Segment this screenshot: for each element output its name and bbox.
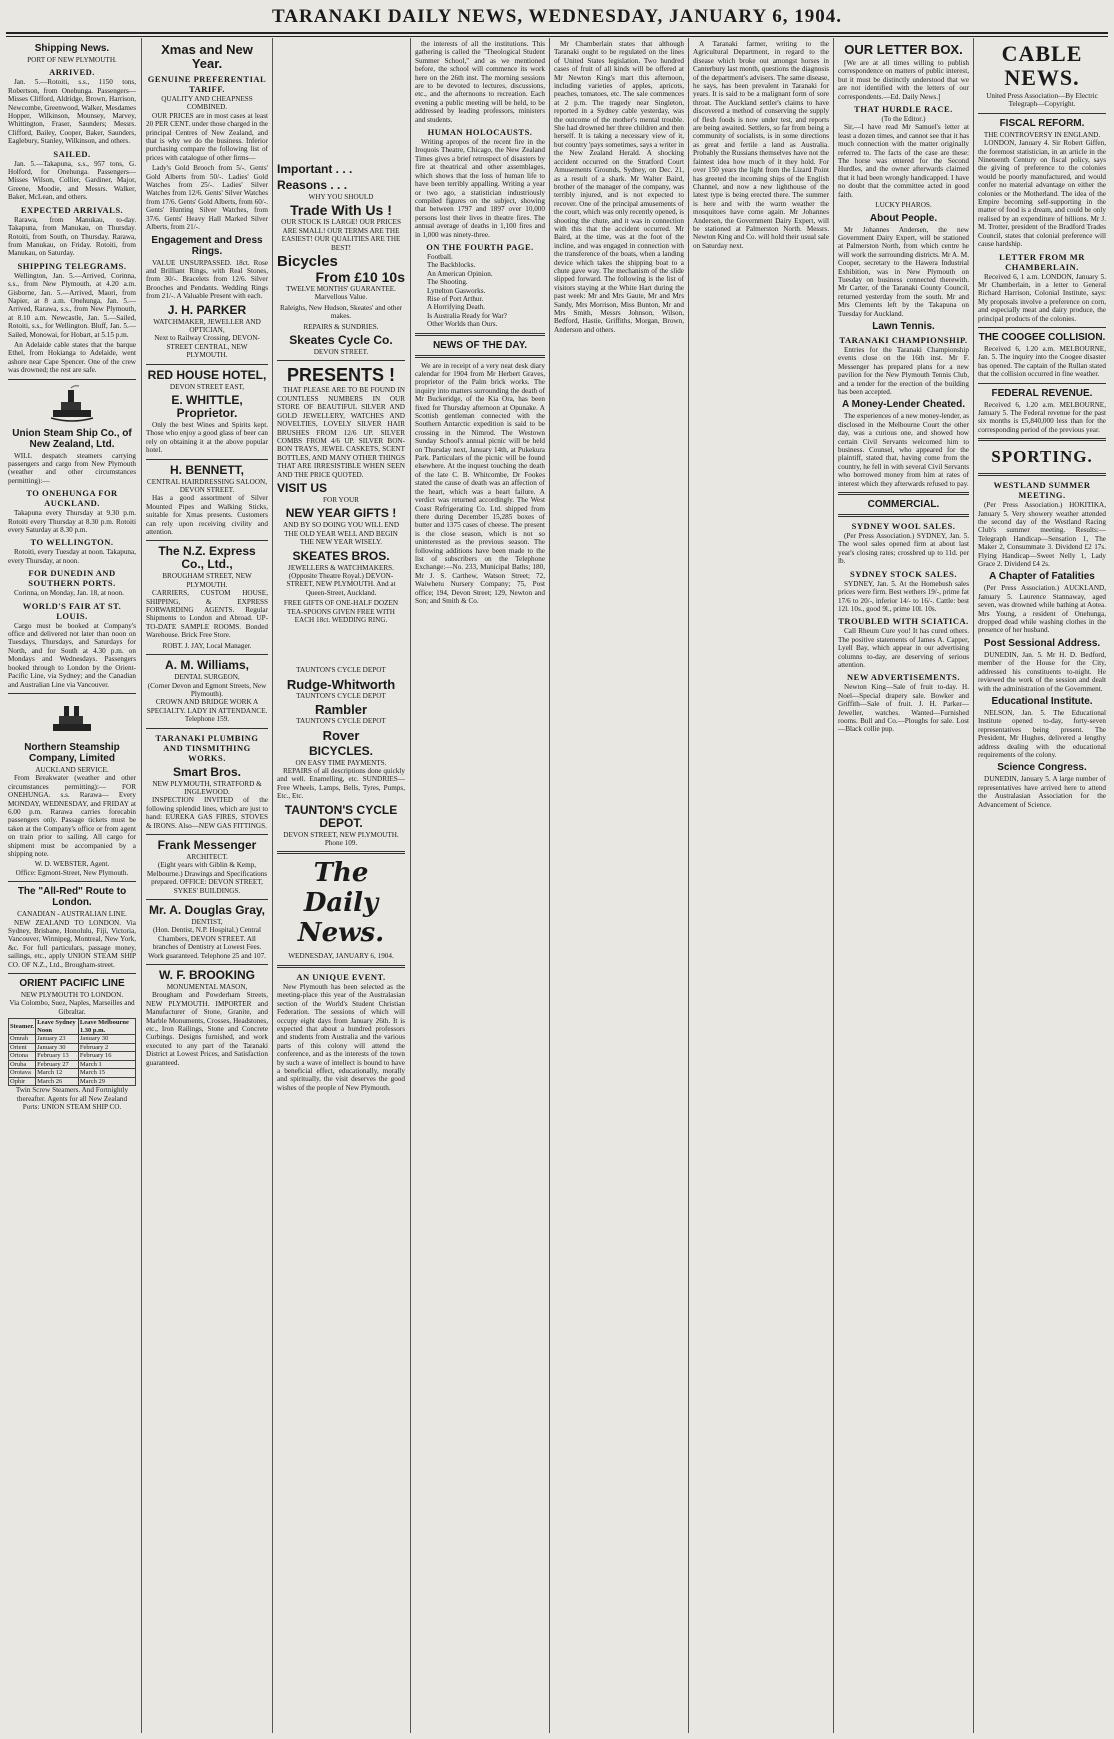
article-text: Received 6, 1.20 a.m. MELBOURNE, Jan. 5. The inquiry into the Coogee disaster has opened. The captain of the Rullan stated that the collision occurred in fine weather.	[978, 344, 1106, 379]
ad-text: Has a good assortment of Silver Mounted Pipes and Walking Sticks, suitable for Xmas presents. Customers can rely upon receiving civility and attention.	[146, 494, 268, 537]
table-cell: February 27	[36, 1060, 79, 1069]
article-text: We are in receipt of a very neat desk diary calendar for 1904 from Mr Herbert Graves, proprietor of the Palm brick works. The inquiry into matters surrounding the death of Mr Buckeridge, of the Kia Ora, has been fixed for Thursday afternoon at Opunake. A Scottish gentleman connected with the Southern Antarctic expedition is said to be crossing in the Nimrod. The Westown Sunday School's annual picnic will be held on Thursday next, January 14th, at Pukekura Park. Particulars of the picnic will be found elsewhere. At the inquest touching the death of the late C. B. Whitcombe, Dr Fookes stated the cause of death was an affection of the heart, which was a heart failure. A verdict was returned accordingly. The West Coast Refrigerating Co. Ltd. shipped from there during December 15,285 boxes of butter and 1375 cases of cheese. The present is the close season, which is not so uninterested as the previous season. The following additions have been made to the list of subscribers on the Telephone Exchange:—No. 233, Municipal Baths; 180, Mr J. S. Carthew, Watson Street; 72, Waiwhetu Nursery Company; 75, Post office; 194, Devon Street; 129, Newton and Son; and Smith & Co.	[415, 361, 545, 605]
table-header: Leave Sydney Noon	[36, 1019, 79, 1035]
subheading: TARANAKI CHAMPIONSHIP.	[839, 334, 968, 345]
ad-text: Rotoiti, every Tuesday at noon. Takapuna, every Thursday, at noon.	[8, 548, 136, 565]
ad-heading: W. F. BROOKING	[159, 968, 255, 983]
ad-address: BROUGHAM STREET, NEW PLYMOUTH.	[162, 572, 252, 589]
divider	[978, 473, 1106, 476]
ad-text: Raleighs, New Hudson, Skeates' and other makes.	[279, 303, 403, 321]
table-cell: March 26	[36, 1077, 79, 1086]
ad-text: NEW ZEALAND TO LONDON. Via Sydney, Brisbane, Honolulu, Fiji, Victoria, Vancouver, Winnipeg, Montreal, New York, &c. For full particulars, passage money, sailings, etc., apply UNION STEAM SHIP CO. OF N.Z., Ltd., Brougham-street.	[8, 918, 136, 969]
ad-heading: Frank Messenger	[157, 837, 257, 852]
article-text: A Taranaki farmer, writing to the Agricultural Department, in regard to the disease which broke out amongst horses in Canterbury last month, questions the diagnosis of the department's advisers. The same disease, he says, has been prevalent in Taranaki for years. It is said to be a malignant form of sore throat. The Auckland settler's claims to have discovered a method of conserving the supply of flesh foods is now under test, and reports are being awaited. Settlers, so far from being a community of socialists, is in some directions as great and fertile a land as Australia. Probably the Russians themselves have not the faintest idea how much of it they hold. For over 150 years the light from the Lizard Point has greeted the incoming ships of the English Channel, and now a new lighthouse of the latest type is being erected there. The summer is here and with the warm weather the mosquitoes have come again. Mr Johannes Andersen, the Government Dairy Expert, will be stationed at Palmerston North. Messrs. Newton King and Co. will hold their usual sale on Saturday next.	[693, 40, 829, 250]
ad-heading: Smart Bros.	[172, 764, 242, 779]
article-heading: LETTER FROM MR CHAMBERLAIN.	[999, 251, 1085, 272]
article-text: Sir,—I have read Mr Samuel's letter at least a dozen times, and cannot see that it has much connection with the matter originally referred to. The facts of the case are these: The horse was entered for the Second Hurdles, and the owner afterwards claimed that it had been wrongly handicapped. I have no doubt that the committee acted in good faith.	[838, 123, 969, 199]
subheading: ARRIVED.	[49, 67, 95, 78]
divider	[978, 383, 1106, 384]
ad-line: TAUNTON'S CYCLE DEPOT	[296, 717, 386, 726]
article-text: (Per Press Association.) HOKITIKA, January 5. Very showery weather attended the second day of the Westland Racing Club's summer meeting. Results:— Telegraph Handicap—Sensation 1, The Maker 2, Consummate 3. Dividend £2 17s. Flying Handicap—Sweet Nelly 1, Lady Grace 2. Dividend £4 2s.	[978, 501, 1106, 569]
ad-heading: Skeates Cycle Co.	[289, 333, 393, 348]
article-heading: THAT HURDLE RACE.	[854, 104, 953, 115]
ad-text: CROWN AND BRIDGE WORK A SPECIALTY. LADY IN ATTENDANCE. Telephone 159.	[146, 698, 268, 724]
column-ads-left	[146, 40, 268, 1733]
ad-text: Via Colombo, Suez, Naples, Marseilles and Gibraltar.	[9, 999, 135, 1016]
ad-text: AND BY SO DOING YOU WILL END THE OLD YEAR WELL AND BEGIN THE NEW YEAR WISELY.	[282, 521, 400, 547]
article-text: Call Rheum Cure you! It has cured others. The positive statements of James A. Capper, Lyell Bay, which appear in our advertising columns to-day, are deserving of serious attention.	[838, 627, 969, 669]
divider	[277, 965, 405, 968]
divider	[8, 881, 136, 882]
article-heading: HUMAN HOLOCAUSTS.	[427, 127, 533, 138]
article-text: (Per Press Association.) AUCKLAND, January 5. Laurence Stannaway, aged seven, was drowned while bathing at Aotea. Mrs Young, a resident of Onehunga, dropped dead while washing clothes in the presence of her husband.	[978, 584, 1106, 635]
subheading: (To the Editor.)	[881, 115, 926, 124]
subheading: WATCHMAKER, JEWELLER AND OPTICIAN,	[153, 317, 261, 334]
table-cell: February 13	[36, 1052, 79, 1061]
ad-address: DEVON STREET EAST,	[169, 382, 245, 391]
ad-text: Only the best Wines and Spirits kept. Those who enjoy a good glass of beer can rely on obtaining it at the above popular hotel.	[146, 420, 268, 455]
ad-heading: A. M. Williams,	[165, 658, 249, 673]
article-heading: FEDERAL REVENUE.	[991, 387, 1093, 399]
divider	[415, 355, 545, 358]
article-text: Jan. 5.—Takapuna, s.s., 957 tons, G. Holford, for Onehunga. Passengers—Misses Wilson, Collier, Gardiner, Major, Greene, Moodie, and Messrs. Walker, Baker, McLean, and others.	[8, 159, 136, 202]
column-rule	[973, 38, 974, 1733]
table-row	[9, 1077, 136, 1086]
article-text: the interests of all the institutions. This gathering is called the "Theological Student Summer School," and as we mentioned before, the school will commence its work here on the 26th inst. The morning sessions are to be devoted to lectures, discussions, etc., and the afternoons to recreation. Each evening a public meeting will be held, to be addressed by leading professors, ministers and students.	[415, 40, 545, 124]
subheading: THE CONTROVERSY IN ENGLAND.	[983, 130, 1101, 139]
ad-text: Cargo must be booked at Company's office and delivered not later than noon on Tuesdays, Thursdays, and Saturdays for North, and for South at 4.30 p.m. on Mondays and Wednesdays. Passengers booked through to London by the Orient-Pacific Line, via Sydney; and the Canadian and Australian Line via Vancouver.	[8, 621, 136, 689]
ad-address: DEVON STREET, NEW PLYMOUTH. Phone 109.	[283, 830, 399, 848]
article-text: The experiences of a new money-lender, as disclosed in the Melbourne Court the other day, was a curious one, and showed how certain Civil Servants welcomed him to business. Counsel, who appeared for the plaintiff, stated that, having come from the country, he fell in with several Civil Servants who borrowed money from him at rates of interest which they afterwards refused to pay.	[838, 412, 969, 488]
divider	[146, 834, 268, 835]
table-cell: February 2	[78, 1043, 135, 1052]
list-item: An American Opinion.	[427, 269, 493, 278]
table-cell: January 23	[36, 1035, 79, 1044]
table-cell: Ortona	[9, 1052, 36, 1061]
article-text: Wellington, Jan. 5.—Arrived, Corinna, s.s., from New Plymouth, at 4.20 a.m. Gisborne, Jan. 5.—Arrived, Maori, from Napier, at 8 a.m. Onehunga, Jan. 5.—Arrived, Rarawa, s.s., from New Plymouth, at 8.10 a.m. Newcastle, Jan. 5.—Sailed, Rotoiti, s.s., for Wellington. Bluff, Jan. 5.—Sailed, Monowai, for Hobart, at 5.15 p.m.	[8, 271, 136, 339]
ad-heading: From £10 10s	[315, 269, 405, 286]
article-text: Entries for the Taranaki Championship events close on the 16th inst. Mr F. Messenger has prepared plans for a new pavilion for the New Plymouth Tennis Club, and a tender for the erection of the building has been accepted.	[838, 345, 969, 396]
ad-text: (Hon. Dentist, N.P. Hospital.) Central Chambers, DEVON STREET. All branches of Dentistry at Lowest Fees. Work guaranteed. Telephone 25 and 107.	[148, 926, 266, 960]
ad-text: Corinna, on Monday, Jan. 18, at noon.	[14, 589, 124, 598]
column-rule	[410, 38, 411, 1733]
ad-text: WILL despatch steamers carrying passengers and cargo from New Plymouth (weather and other circumstances permitting):—	[8, 451, 136, 485]
subheading: MONUMENTAL MASON,	[166, 983, 248, 992]
list-item: Football.	[427, 252, 453, 261]
ad-heading: Northern Steamship Company, Limited	[24, 741, 120, 764]
subheading: EXPECTED ARRIVALS.	[20, 204, 124, 215]
column-news-2	[554, 40, 684, 1733]
subheading: SHIPPING TELEGRAMS.	[17, 260, 127, 271]
subheading: REPAIRS & SUNDRIES.	[303, 322, 379, 331]
page4-list	[415, 253, 545, 329]
ad-address: Next to Railway Crossing, DEVON-STREET CENTRAL, NEW PLYMOUTH.	[154, 334, 260, 360]
section-heading: NEWS OF THE DAY.	[432, 339, 528, 351]
signature: LUCKY PHAROS.	[875, 201, 932, 210]
masthead: TARANAKI DAILY NEWS, WEDNESDAY, JANUARY 6, 1904.	[272, 6, 842, 27]
divider	[146, 459, 268, 460]
table-cell: Omrah	[9, 1035, 36, 1044]
table-cell: February 16	[78, 1052, 135, 1061]
column-rule	[272, 38, 273, 1733]
subheading: NEW ADVERTISEMENTS.	[847, 672, 960, 683]
subheading: CANADIAN - AUSTRALIAN LINE.	[17, 910, 127, 919]
table-cell: March 29	[78, 1077, 135, 1086]
table-header: Steamer.	[9, 1019, 36, 1035]
article-text: Received 6, 1 a.m. LONDON, January 5. Mr Chamberlain, in a letter to General Richard Harrison, Colonial Institute, says: My proposals involve a preference on corn, and especially meat and dairy produce, the principal products of the colonies.	[978, 272, 1106, 323]
ad-heading: SKEATES BROS.	[292, 548, 390, 563]
ad-heading: VISIT US	[277, 480, 328, 495]
subheading: SYDNEY STOCK SALES.	[849, 568, 958, 579]
table-row	[9, 1052, 136, 1061]
subheading: WHY YOU SHOULD	[308, 193, 374, 201]
editor-note: [We are at all times willing to publish correspondence on matters of public interest, but it must be distinctly understood that we are not identified with the letters of our correspondents.—Ed. Daily News.]	[838, 59, 969, 101]
article-text: NELSON, Jan. 5. The Educational Institute opened to-day, forty-seven representatives being present. The President, Mr Hughes, delivered a lengthy address dealing with the educational requirements of the colony.	[978, 708, 1106, 759]
ad-line: TAUNTON'S CYCLE DEPOT	[296, 691, 386, 700]
subheading: FOR DUNEDIN AND SOUTHERN PORTS.	[28, 568, 116, 589]
article-text: Received 6, 1.20 a.m. MELBOURNE, January 5. The Federal revenue for the past six months is £5,840,000 less than for the corresponding period of the previous year.	[978, 400, 1106, 434]
table-row	[9, 1069, 136, 1078]
divider	[146, 540, 268, 541]
table-cell: March 12	[36, 1069, 79, 1078]
list-item: Lyttelton Gasworks.	[427, 286, 486, 295]
ad-heading: Important . . .	[277, 162, 353, 176]
ad-text: Lady's Gold Brooch from 5/-. Gents' Gold Alberts from 50/-. Ladies' Gold Watches from 25/-. Ladies' Silver Watches from 12/6. Gents' Silver Watches from 17/6. Gents' Gold Alberts, from 60/-. Gents' Hunting Silver Watches, from 37/6. Gents' Heavy Hall Marked Silver Alberts, from 21/-.	[146, 164, 268, 232]
ad-text: (Eight years with Giblin & Kemp, Melbourne.) Drawings and Specifications prepared. OFFICE: DEVON STREET, SYKES' BUILDINGS.	[146, 861, 268, 895]
ad-text: FREE GIFTS OF ONE-HALF DOZEN TEA-SPOONS GIVEN FREE WITH EACH 18ct. WEDDING RING.	[283, 599, 399, 624]
section-heading: Lawn Tennis.	[872, 320, 935, 332]
ad-text: Brougham and Powderham Streets, NEW PLYMOUTH. IMPORTER and Manufacturer of Stone, Granite, and Marble Monuments, Crosses, Headstones, etc., Iron Railings, Stone and Concrete Curbings. Designs furnished, and work executed to any part of the Taranaki District at Lowest Prices, and Satisfaction guaranteed.	[146, 991, 268, 1067]
masthead-rule-thin	[6, 36, 1108, 37]
list-item: Rise of Port Arthur.	[427, 294, 484, 303]
subheading: GENUINE PREFERENTIAL TARIFF.	[147, 74, 267, 94]
table-cell: January 30	[78, 1035, 135, 1044]
ad-text: From Breakwater (weather and other circumstances permitting):— FOR ONEHUNGA. s.s. Rarawa— Every MONDAY, WEDNESDAY, and FRIDAY at 6.00 p.m. Rarawa carries forecabin passengers only. Passage tickets must be taken at the Company's office or from agent on train prior to sailing. All cargo for shipment must be accompanied by a shipping note.	[8, 774, 136, 858]
subheading: CENTRAL HAIRDRESSING SALOON, DEVON STREET.	[146, 477, 268, 494]
ad-heading: Reasons . . .	[277, 178, 348, 192]
subheading: TARANAKI PLUMBING AND TINSMITHING WORKS.	[155, 732, 259, 763]
ad-heading: E. WHITTLE, Proprietor.	[171, 392, 243, 420]
article-heading: A Chapter of Fatalities	[989, 571, 1095, 583]
ad-heading: Rudge-Whitworth	[286, 676, 396, 692]
article-text: New Plymouth has been selected as the meeting-place this year of the Australasian section of the World's Student Christian Federation. The sessions of which will occupy eight days from January 26th. It is expected that about a hundred professors and students from Australia and the various parts of this colony will attend the conference, and as the interests of the town by such a wave of intellect is bound to have a beneficial effect, educationally, morally and spiritually, the visit deserves the good wishes of the people of New Plymouth.	[277, 982, 405, 1092]
subheading: SAILED.	[53, 148, 91, 159]
ad-address: (Opposite Theatre Royal.) DEVON-STREET, NEW PLYMOUTH. And at Queen-Street, Auckland.	[286, 571, 396, 597]
article-text: LONDON, January 4. Sir Robert Giffen, the foremost statistician, in an article in the Nineteenth Century on fiscal policy, says the giving of preference to the colonies would be poorly manufactured, and would confer no material advantage on either the colonies or the Motherland. The idea of the Empire becoming self-supporting in the matter of food is a dream, and could be only realised by an expenditure of billions. Mr J. M. Trotter, president of the Bradford Trades Council, states that colonial preference will cause hardship.	[978, 139, 1106, 249]
subheading: WORLD'S FAIR AT ST. LOUIS.	[22, 600, 122, 621]
table-row	[9, 1035, 136, 1044]
article-text: Rarawa, from Manukau, to-day. Takapuna, from Manukau, on Thursday. Rotoiti, from South, on Thursday. Rarawa, from Manukau, on Friday. Rotoiti, from Manukau, on Saturday.	[8, 215, 136, 258]
ad-text: Twin Screw Steamers. And Fortnightly thereafter. Agents for all New Zealand Ports: UNION STEAM SHIP CO.	[15, 1086, 129, 1112]
ad-heading: NEW YEAR GIFTS !	[285, 506, 397, 521]
ad-line: TAUNTON'S CYCLE DEPOT	[296, 666, 386, 675]
article-text: DUNEDIN, Jan. 5. Mr H. D. Bedford, member of the House for the City, addressed his constituents to-night. He reviewed the work of the session and dealt with the administration of the Government.	[978, 650, 1106, 693]
subheading: AUCKLAND SERVICE.	[35, 765, 109, 774]
ad-heading: H. BENNETT,	[169, 462, 244, 477]
subheading: NEW PLYMOUTH TO LONDON.	[20, 991, 124, 1000]
ad-heading: Bicycles	[277, 253, 338, 271]
section-heading: SPORTING.	[991, 447, 1093, 467]
table-cell: Ophir	[9, 1077, 36, 1086]
ad-heading: Rover	[322, 727, 360, 743]
subheading: DENTIST,	[191, 918, 223, 926]
ad-heading: The "All-Red" Route to London.	[17, 886, 127, 909]
steamship-icon	[49, 698, 95, 738]
article-text: SYDNEY, Jan. 5. At the Homebush sales prices were firm. Best wethers 19/-, prime fat 17/6 to 20/-, inferior 14/- to 16/-. Cattle: best 12l. 10s., good 9l., prime 10l. 10s.	[838, 579, 969, 613]
subheading: TROUBLED WITH SCIATICA.	[838, 616, 969, 627]
section-heading: Shipping News.	[34, 43, 110, 54]
table-cell: Orotava	[9, 1069, 36, 1078]
article-heading: AN UNIQUE EVENT.	[296, 971, 386, 982]
list-item: Other Worlds than Ours.	[427, 320, 498, 329]
column-rule	[549, 38, 550, 1733]
ad-heading: PRESENTS !	[286, 365, 396, 386]
masthead-rule	[6, 32, 1108, 34]
article-text: Writing apropos of the recent fire in the Iroquois Theatre, Chicago, the New Zealand Times gives a brief retrospect of disasters by fire at theatrical and other assemblages, which shows that the loss of human life to have been terribly appalling. Writing a year or two ago, a statistician industriously compiled figures on the subject, showing that between 1797 and 1897 over 10,000 persons lost their lives in theatre fires. The annual average of deaths in 1,100 fires and in 1,000 was ninety-three.	[415, 138, 545, 239]
section-heading: A Money-Lender Cheated.	[842, 399, 965, 411]
ad-heading: BICYCLES.	[308, 743, 373, 758]
article-text: (Per Press Association.) SYDNEY, Jan. 5. The wool sales opened firm at about last year's closing rates; crossbred up to 11d. per lb.	[838, 532, 969, 566]
steamship-icon	[49, 384, 95, 424]
divider	[8, 379, 136, 380]
divider	[8, 693, 136, 694]
ad-text: CARRIERS, CUSTOM HOUSE, SHIPPING, & EXPRESS FORWARDING AGENTS. Regular Shipments to London and Abroad. UP-TO-DATE SAMPLE ROOMS. Bonded Warehouse. Brick Free Store.	[146, 589, 268, 640]
subheading: ARCHITECT.	[186, 852, 228, 861]
ad-heading: Engagement and Dress Rings.	[151, 234, 263, 257]
divider	[8, 973, 136, 974]
subheading: DENTAL SURGEON,	[174, 673, 240, 682]
ad-heading: The N.Z. Express Co., Ltd.,	[158, 544, 256, 572]
article-heading: Science Congress.	[997, 762, 1087, 774]
table-row	[9, 1060, 136, 1069]
column-letters	[838, 40, 969, 1733]
ad-heading: Union Steam Ship Co., of New Zealand, Ltd.	[12, 427, 132, 450]
subheading: WESTLAND SUMMER MEETING.	[993, 480, 1091, 501]
article-text: An Adelaide cable states that the barque Ethel, from Hokianga to Adelaide, went ashore near Cape Spencer. One of the crew was drowned; the rest are safe.	[8, 340, 136, 375]
divider	[838, 492, 969, 495]
section-heading: About People.	[869, 212, 938, 224]
table-row	[9, 1043, 136, 1052]
ad-text: REPAIRS of all descriptions done quickly and well. Enamelling, etc. SUNDRIES—Free Wheels, Lamps, Bells, Tyres, Pumps, Etc., Etc.	[277, 767, 405, 801]
article-text: Mr Chamberlain states that although Taranaki ought to be regulated on the lines of United States legislation. Two hundred cases of fruit of all kinds will be offered at Mr Newton King's mart this afternoon, including varieties of apples, apricots, peaches, tomatoes, etc. The sale commences at 2 p.m. The tragedy near Singleton, reported in a Sydney cable yesterday, was the outcome of the mother's mental trouble. She had drowned her three children and then herself. It is taking a necessary view of it, but country 'pays sometimes, says a writer in the New Zealand Herald. A shocking accident occurred on the Stratford Court Amusements Grounds, Sydney, on Dec. 21, as a result of a shark. Mr Walter Baird, brother of the manager of the company, was terribly injured, and is not expected to recover. One of the principal amusements of the court, which was only recently opened, is shooting the chute, and it was in connection with this that the accident occurred. Mr Baird, at the time, was at the foot of the incline, and was engaged in connection with the transference of the boats, when a landing device which takes the shipping boat to a chute gave way. The mechanism of the slide slipped forward. The following is the list of visitors staying at the White Hart during the past week: Mr and Mrs Gaute, Mr and Mrs Sandy, Mrs Morrison, Miss Bunton, Mr and Mrs Smith, Messrs Johnson, Wilson, Bedford, Hastie, Griffiths, Morgan, Brown, Anderson and others.	[554, 40, 684, 334]
newspaper-logo: The Daily News.	[297, 858, 385, 949]
ad-text: OUR STOCK IS LARGE! OUR PRICES ARE SMALL! OUR TERMS ARE THE EASIEST! OUR QUALITIES ARE THE BEST!	[281, 218, 401, 252]
ad-heading: Trade With Us !	[290, 202, 392, 219]
ad-heading: Rambler	[314, 702, 368, 718]
article-heading: THE COOGEE COLLISION.	[978, 331, 1106, 343]
table-cell: January 30	[36, 1043, 79, 1052]
article-text: DUNEDIN, January 5. A large number of representatives have arrived here to attend the Australasian Association for the Advancement of Science.	[978, 775, 1106, 809]
ad-text: THAT PLEASE ARE TO BE FOUND IN COUNTLESS NUMBERS IN OUR STORE OF BEAUTIFUL SILVER AND GOLD JEWELLERY, WATCHES AND NOVELTIES, LOVELY SILVER HAIR BRUSHES FROM 12/6 UP. SILVER COMBS FROM 4/6 UP. SILVER BON-BON TRAYS, JEWEL CASKETS, SCENT BOTTLES, AND MANY OTHER THINGS THAT ARE IRRESISTIBLE WHEN SEEN AND THE PRICE QUOTED.	[277, 386, 405, 479]
subheading: JEWELLERS & WATCHMAKERS.	[288, 563, 394, 572]
list-item: A Horrifying Death.	[427, 303, 486, 312]
article-text: Newton King—Sale of fruit to-day. H. Noel—Special drapery sale. Bowker and Griffith—Sale of fruit. J. H. Parker—Jeweller, watches. Wanted—Furnished rooms. Bull and Co.—Ploughs for sale. Lost—Black collie pup.	[838, 683, 969, 734]
divider	[146, 899, 268, 900]
ad-address: DEVON STREET.	[313, 348, 369, 357]
column-rule	[833, 38, 834, 1733]
agent-office: Office: Egmont-Street, New Plymouth.	[15, 868, 129, 877]
subheading: QUALITY AND CHEAPNESS COMBINED.	[161, 95, 253, 112]
divider	[146, 654, 268, 655]
table-cell: Orient	[9, 1043, 36, 1052]
column-editorial	[415, 40, 545, 1733]
table-cell: Oruba	[9, 1060, 36, 1069]
divider	[146, 364, 268, 365]
ad-heading: RED HOUSE HOTEL,	[147, 367, 267, 382]
subheading: PORT OF NEW PLYMOUTH.	[27, 56, 117, 64]
column-shipping	[8, 40, 136, 1733]
table-header: Leave Melbourne 1.30 p.m.	[78, 1019, 135, 1035]
article-heading: FISCAL REFORM.	[999, 117, 1085, 129]
subheading: United Press Association—By Electric Telegraph—Copyright.	[986, 92, 1098, 109]
divider	[978, 113, 1106, 114]
section-heading: OUR LETTER BOX.	[844, 42, 963, 57]
ad-heading: TAUNTON'S CYCLE DEPOT.	[284, 802, 398, 830]
ad-heading: ORIENT PACIFIC LINE	[19, 978, 125, 990]
subheading: FOR YOUR	[323, 495, 359, 504]
dateline: WEDNESDAY, JANUARY 6, 1904.	[288, 952, 394, 961]
divider	[838, 514, 969, 517]
divider	[277, 360, 405, 361]
list-item: Is Australia Ready for War?	[427, 311, 507, 320]
subheading: SYDNEY WOOL SALES.	[851, 521, 956, 532]
divider	[146, 964, 268, 965]
subheading: ON EASY TIME PAYMENTS.	[295, 758, 387, 767]
table-cell: March 15	[78, 1069, 135, 1078]
column-news-3	[693, 40, 829, 1733]
column-ads-center	[277, 40, 405, 1733]
subheading: TO ONEHUNGA FOR AUCKLAND.	[26, 488, 118, 509]
divider	[978, 438, 1106, 441]
ad-text: VALUE UNSURPASSED. 18ct. Rose and Brilliant Rings, with Real Stones, from 30/-. Bracelets from 12/6. Silver Brooches and Pendants. Wedding Rings from 21/-. A Valuable Present with each.	[146, 258, 268, 301]
table-cell: March 1	[78, 1060, 135, 1069]
ad-text: INSPECTION INVITED of the following splendid lines, which are just to hand: EUREKA GAS FIRES, STOVES & IRONS. Also—NEW GAS FITTINGS.	[146, 796, 268, 830]
divider	[978, 327, 1106, 328]
column-cable-news	[978, 40, 1106, 1733]
ad-heading: J. H. PARKER	[167, 302, 247, 317]
divider	[146, 728, 268, 729]
agent-name: ROBT. J. JAY, Local Manager.	[162, 641, 252, 650]
sailing-table	[8, 1018, 136, 1086]
article-text: Jan. 5.—Rotoiti, s.s., 1150 tons, Robertson, from Onehunga. Passengers—Misses Clifford, Aldridge, Brown, Harrison, Newcombe, Greenwood, Walker, Mesdames Hopper, Wilkinson, Mounsey, Marvey, Whittington, Fraser, Saunders; Messrs. Clifford, Bailey, Cooper, Baker, Saunders, Eaglebury, Stanley, Wilkinson, and others.	[8, 78, 136, 146]
section-heading: COMMERCIAL.	[867, 499, 940, 511]
ad-address: (Corner Devon and Egmont Streets, New Plymouth).	[147, 681, 267, 698]
column-rule	[141, 38, 142, 1733]
list-item: The Shooting.	[427, 278, 468, 287]
column-rule	[688, 38, 689, 1733]
ad-text: Takapuna every Thursday at 9.30 p.m. Rotoiti every Thursday at 8.30 p.m. Rotoiti every Saturday at 8.30 p.m.	[8, 509, 136, 535]
ad-text: TWELVE MONTHS' GUARANTEE. Marvellous Value.	[286, 285, 396, 302]
divider	[277, 851, 405, 854]
article-heading: ON THE FOURTH PAGE.	[426, 241, 534, 252]
ad-text: OUR PRICES are in most cases at least 20 PER CENT. under those charged in the principal Centres of New Zealand, and that is why we do the business. Inferior purchasing compare the following list of prices with catalogue of other firms—	[146, 111, 268, 162]
agent-name: W. D. WEBSTER, Agent.	[34, 860, 110, 869]
article-text: Mr Johannes Andersen, the new Government Dairy Expert, will be stationed at Palmerston North, from which centre he will work the surrounding districts. Mr A. M. Cooper, secretary to the Hawera Industrial Exhibition, was in New Plymouth on Tuesday on business connected therewith. Mr Carter, of the Taranaki County Council, returned yesterday from the south. Mr and Mrs Clements left by the Takapuna on Tuesday for Auckland.	[838, 225, 969, 318]
subheading: TO WELLINGTON.	[30, 537, 114, 548]
ad-address: NEW PLYMOUTH, STRATFORD & INGLEWOOD.	[152, 779, 262, 796]
ad-heading: Xmas and New Year.	[161, 42, 253, 71]
article-heading: Post Sessional Address.	[983, 637, 1101, 649]
divider	[415, 333, 545, 336]
article-heading: Educational Institute.	[991, 695, 1093, 707]
ad-heading: Mr. A. Douglas Gray,	[148, 903, 266, 917]
list-item: The Backblocks.	[427, 261, 476, 270]
section-heading: CABLE NEWS.	[1001, 41, 1083, 90]
